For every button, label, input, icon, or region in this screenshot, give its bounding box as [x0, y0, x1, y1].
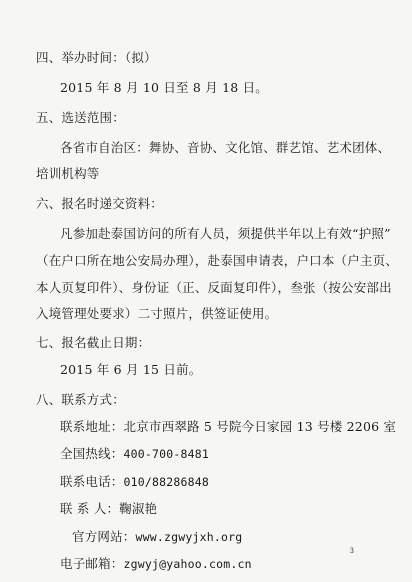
contact-email-value: zgwyj@yahoo.com.cn: [123, 557, 252, 571]
contact-phone-value: 010/88286848: [123, 475, 209, 489]
contact-website-label: 官方网站：: [72, 529, 136, 544]
contact-person-value: 鞠淑艳: [119, 501, 158, 516]
contact-hotline-row: [60, 446, 209, 462]
section-4-text: 2015 年 8 月 10 日至 8 月 18 日。: [60, 80, 268, 95]
section-5-text-line2: 培训机构等: [36, 166, 100, 181]
contact-person-label: 联 系 人：: [60, 501, 120, 516]
section-8-heading: 八、联系方式：: [36, 392, 125, 407]
section-6-line4: 入境管理处要求）二寸照片，供签证使用。: [36, 306, 278, 321]
contact-email-row: [60, 556, 252, 572]
contact-hotline-label: 全国热线：: [60, 446, 124, 461]
section-6-line3: 本人页复印件）、身份证（正、反面复印件），叁张（按公安部出: [36, 280, 392, 295]
page-number: 3: [349, 547, 354, 555]
contact-email-label: 电子邮箱：: [60, 556, 124, 571]
section-6-line1: 凡参加赴泰国访问的所有人员，须提供半年以上有效“护照”: [60, 226, 391, 241]
section-5-text-line1: 各省市自治区：舞协、音协、文化馆、群艺馆、艺术团体、: [60, 140, 391, 155]
contact-hotline-value: 400-700-8481: [123, 447, 209, 461]
section-7-text: 2015 年 6 月 15 日前。: [60, 362, 202, 377]
contact-address-label: 联系地址：: [60, 419, 124, 434]
section-7-heading: 七、报名截止日期：: [36, 335, 151, 350]
contact-phone-row: [60, 474, 209, 490]
contact-address-row: [60, 419, 396, 435]
section-6-heading: 六、报名时递交资料：: [36, 196, 164, 211]
contact-address-value: 北京市西翠路 5 号院今日家园 13 号楼 2206 室: [123, 419, 397, 434]
contact-website-value: www.zgwyjxh.org: [135, 530, 243, 544]
contact-phone-label: 联系电话：: [60, 474, 124, 489]
section-5-heading: 五、选送范围：: [36, 110, 125, 125]
contact-person-row: [60, 501, 157, 517]
section-6-line2: （在户口所在地公安局办理），赴泰国申请表，户口本（户主页、: [36, 253, 399, 268]
section-4-heading: 四、举办时间：（拟）: [36, 50, 157, 65]
contact-website-row: [72, 529, 242, 545]
